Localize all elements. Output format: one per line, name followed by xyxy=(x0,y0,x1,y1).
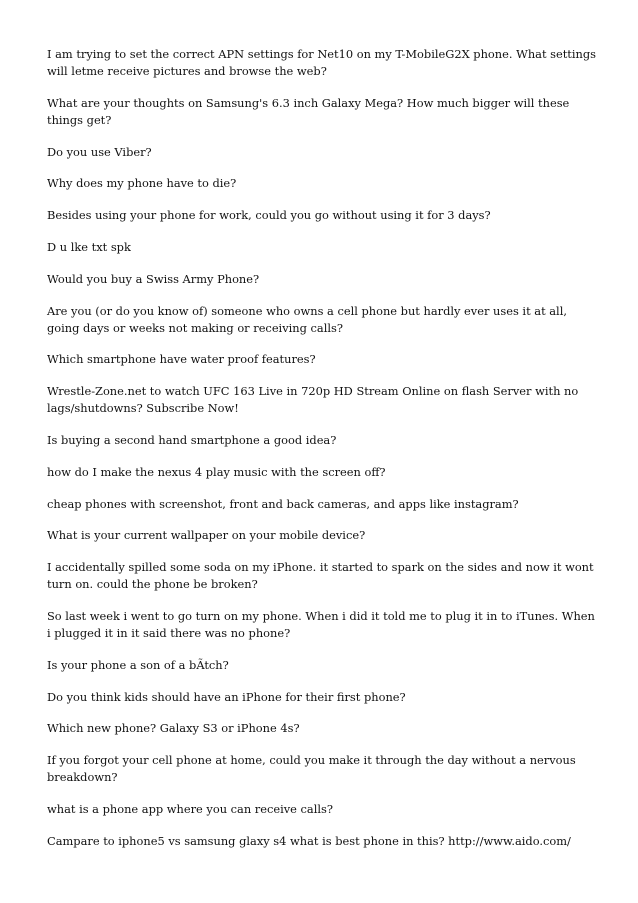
question-paragraph: If you forgot your cell phone at home, could you make it through the day without a nervous breakdown? xyxy=(47,753,576,785)
question-paragraph: Is buying a second hand smartphone a good idea? xyxy=(47,432,337,447)
question-paragraph: Why does my phone have to die? xyxy=(47,176,237,191)
question-paragraph: Are you (or do you know of) someone who owns a cell phone but hardly ever uses it at all, going days or weeks not making or receiving calls? xyxy=(47,303,567,335)
question-paragraph: Campare to iphone5 vs samsung glaxy s4 what is best phone in this? http://www.aido.com/ xyxy=(47,833,571,848)
question-paragraph: So last week i went to go turn on my phone. When i did it told me to plug it in to iTunes. When i plugged it in it said there was no phone? xyxy=(47,608,595,640)
question-paragraph: D u lke txt spk xyxy=(47,239,131,254)
question-paragraph: Besides using your phone for work, could you go without using it for 3 days? xyxy=(47,208,491,223)
question-paragraph: Which new phone? Galaxy S3 or iPhone 4s? xyxy=(47,721,300,736)
document-page xyxy=(47,46,599,865)
question-paragraph: how do I make the nexus 4 play music with the screen off? xyxy=(47,464,386,479)
question-paragraph: Do you think kids should have an iPhone for their first phone? xyxy=(47,689,406,704)
question-paragraph: I accidentally spilled some soda on my iPhone. it started to spark on the sides and now it wont turn on. could the phone be broken? xyxy=(47,560,594,592)
question-paragraph: Is your phone a son of a bÃtch? xyxy=(47,657,229,672)
question-paragraph: What is your current wallpaper on your mobile device? xyxy=(47,528,366,543)
question-paragraph: Wrestle-Zone.net to watch UFC 163 Live in 720p HD Stream Online on flash Server with no lags/shutdowns? Subscribe Now! xyxy=(47,384,579,416)
question-paragraph: I am trying to set the correct APN settings for Net10 on my T-MobileG2X phone. What settings will letme receive pictures and browse the web? xyxy=(47,47,596,78)
question-paragraph: Do you use Viber? xyxy=(47,144,152,159)
question-paragraph: cheap phones with screenshot, front and back cameras, and apps like instagram? xyxy=(47,496,519,511)
question-paragraph: What are your thoughts on Samsung's 6.3 inch Galaxy Mega? How much bigger will these things get? xyxy=(47,95,570,127)
question-paragraph: what is a phone app where you can receive calls? xyxy=(47,801,333,816)
question-paragraph: Which smartphone have water proof features? xyxy=(47,352,316,367)
question-paragraph: Would you buy a Swiss Army Phone? xyxy=(47,271,260,286)
